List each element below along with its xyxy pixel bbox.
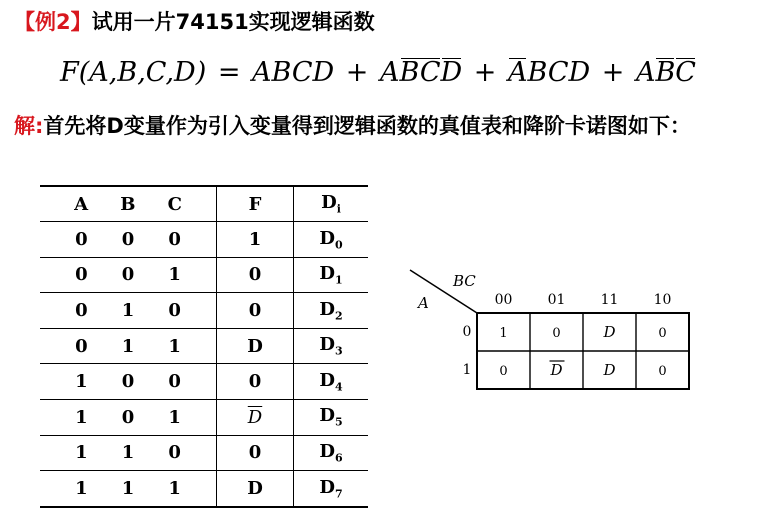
formula-variable: D: [568, 57, 591, 88]
data-input-d: [294, 435, 369, 471]
table-row: [40, 257, 368, 293]
table-row: [40, 328, 368, 364]
formula-term: [636, 57, 696, 88]
data-input-sub: 4: [334, 380, 343, 394]
input-b: 0: [121, 406, 135, 428]
data-input-sub: 1: [334, 273, 343, 287]
data-input-d: [294, 471, 369, 507]
formula-variable: A: [635, 57, 656, 88]
input-a: 0: [75, 299, 88, 321]
data-input-d: [294, 328, 369, 364]
formula-negated-variable: A: [507, 57, 528, 88]
solution-paragraph: [14, 110, 754, 142]
output-f-value: 1: [248, 228, 262, 250]
header-a: A: [74, 193, 89, 215]
kmap-cell: 1: [499, 326, 508, 341]
output-f: [217, 257, 294, 293]
input-b: 1: [121, 299, 135, 321]
kmap-col-label: 10: [653, 292, 672, 308]
data-input-sub: 2: [334, 309, 343, 323]
input-cells: [40, 399, 217, 435]
table-row: [40, 222, 368, 258]
data-input-sub: 0: [334, 238, 343, 252]
output-f: [217, 364, 294, 400]
output-f-value: 0: [248, 371, 262, 393]
output-f: [217, 222, 294, 258]
heading-text: 试用一片74151实现逻辑函数: [91, 10, 375, 34]
input-c: 1: [168, 406, 181, 428]
formula-term: [508, 57, 590, 88]
data-input-letter: D: [319, 476, 335, 498]
input-b: 0: [121, 228, 135, 250]
boolean-formula: [60, 56, 696, 90]
example-tag: 【例2】: [14, 10, 92, 34]
formula-equals: =: [209, 57, 250, 88]
header-d-letter: D: [321, 192, 337, 214]
input-c: 1: [168, 264, 181, 286]
formula-plus: +: [337, 57, 377, 88]
kmap-cell: D: [550, 361, 563, 379]
input-b: 1: [121, 442, 135, 464]
formula-term: [380, 57, 462, 88]
input-c: 0: [168, 371, 181, 393]
input-c: 0: [168, 299, 181, 321]
data-input-letter: D: [319, 298, 335, 320]
formula-negated-variable: BC: [399, 57, 441, 88]
solution-text: 首先将D变量作为引入变量得到逻辑函数的真值表和降阶卡诺图如下：: [43, 114, 691, 138]
kmap-cell: 0: [658, 326, 667, 341]
input-cells: [40, 293, 217, 329]
header-abc: [40, 186, 217, 222]
input-b: 1: [121, 477, 135, 499]
output-f-value: D: [247, 335, 263, 357]
data-input-d: [294, 364, 369, 400]
input-b: 0: [121, 264, 135, 286]
input-a: 0: [75, 335, 88, 357]
data-input-letter: D: [319, 405, 335, 427]
header-f: F: [217, 186, 294, 222]
formula-variable: A: [380, 57, 400, 88]
output-f: [217, 399, 294, 435]
input-a: 1: [75, 442, 88, 464]
kmap-cell: 0: [552, 326, 561, 341]
kmap-cell: 0: [499, 364, 508, 379]
input-a: 0: [75, 264, 88, 286]
output-f-value: 0: [248, 442, 262, 464]
formula-variable: D: [312, 57, 335, 88]
formula-negated-variable: C: [675, 57, 696, 88]
truth-table-header-row: [40, 186, 368, 222]
kmap-row-label: 0: [462, 324, 472, 340]
data-input-sub: 3: [334, 344, 343, 358]
formula-term: [252, 57, 334, 88]
data-input-d: [294, 257, 369, 293]
output-f: [217, 328, 294, 364]
data-input-d: [294, 293, 369, 329]
input-a: 1: [75, 371, 88, 393]
data-input-sub: 7: [334, 487, 343, 501]
output-f-value: D: [247, 477, 263, 499]
input-b: 1: [121, 335, 135, 357]
input-cells: [40, 435, 217, 471]
output-f: [217, 293, 294, 329]
input-cells: [40, 222, 217, 258]
kmap-cell: D: [603, 323, 616, 341]
input-b: 0: [121, 371, 135, 393]
output-f-value: 0: [248, 264, 262, 286]
kmap-col-var: BC: [453, 272, 476, 290]
formula-negated-variable: D: [440, 57, 463, 88]
input-c: 0: [168, 228, 181, 250]
kmap-col-label: 01: [547, 292, 566, 308]
kmap-col-label: 11: [600, 292, 619, 308]
input-cells: [40, 328, 217, 364]
input-cells: [40, 364, 217, 400]
formula-negated-variable: B: [655, 57, 676, 88]
output-f: [217, 471, 294, 507]
example-heading: [14, 9, 375, 35]
output-f: [217, 435, 294, 471]
kmap-cell: 0: [658, 364, 667, 379]
input-c: 1: [168, 477, 181, 499]
header-d: [294, 186, 369, 222]
input-a: 1: [75, 477, 88, 499]
input-cells: [40, 471, 217, 507]
truth-table: [40, 185, 368, 508]
input-c: 0: [168, 442, 181, 464]
input-c: 1: [168, 335, 181, 357]
kmap-row-label: 1: [462, 362, 472, 378]
table-row: [40, 471, 368, 507]
table-row: [40, 399, 368, 435]
table-row: [40, 435, 368, 471]
formula-variable: C: [547, 57, 569, 88]
karnaugh-map: [408, 266, 708, 396]
header-c: C: [167, 193, 182, 215]
data-input-d: [294, 399, 369, 435]
table-row: [40, 364, 368, 400]
kmap-col-label: 00: [494, 292, 513, 308]
input-cells: [40, 257, 217, 293]
kmap-row-var: A: [418, 294, 429, 312]
header-b: B: [120, 193, 136, 215]
formula-variable: C: [291, 57, 313, 88]
data-input-letter: D: [319, 334, 335, 356]
output-f-value: $\overline{D}$: [247, 406, 263, 428]
formula-variable: B: [527, 57, 548, 88]
output-f-value: 0: [248, 299, 262, 321]
input-a: 0: [75, 228, 88, 250]
data-input-letter: D: [319, 263, 335, 285]
formula-variable: A: [252, 57, 272, 88]
kmap-cell: D: [603, 361, 616, 379]
data-input-sub: 5: [334, 416, 343, 430]
formula-plus: +: [465, 57, 505, 88]
data-input-sub: 6: [334, 451, 343, 465]
formula-variable: B: [271, 57, 292, 88]
data-input-letter: D: [319, 227, 335, 249]
formula-lhs: F(A,B,C,D): [60, 57, 207, 88]
formula-plus: +: [593, 57, 633, 88]
table-row: [40, 293, 368, 329]
header-d-sub: i: [336, 202, 341, 216]
input-a: 1: [75, 406, 88, 428]
solution-label: 解:: [14, 114, 44, 138]
data-input-letter: D: [319, 369, 335, 391]
data-input-letter: D: [319, 441, 335, 463]
data-input-d: [294, 222, 369, 258]
